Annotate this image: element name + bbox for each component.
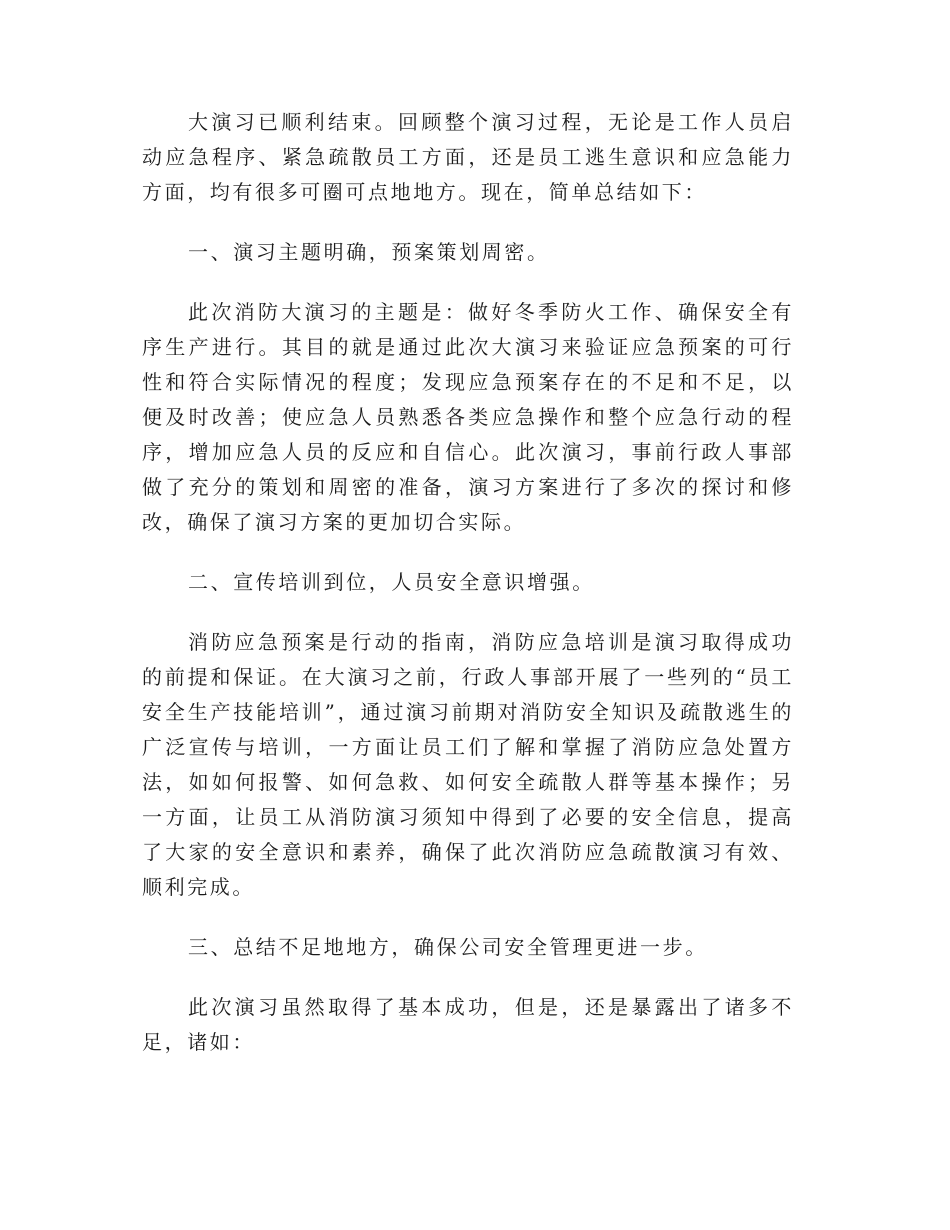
paragraph-intro: 大演习已顺利结束。回顾整个演习过程，无论是工作人员启动应急程序、紧急疏散员工方面，还是员工逃生意识和应急能力方面，均有很多可圈可点地地方。现在，简单总结如下： [142,110,794,204]
section-heading-3: 三、总结不足地地方，确保公司安全管理更进一步。 [188,935,708,959]
section-heading-1: 一、演习主题明确，预案策划周密。 [188,240,550,264]
paragraph-section-3: 此次演习虽然取得了基本成功，但是，还是暴露出了诸多不足，诸如： [142,995,794,1054]
document-page [142,105,794,1060]
paragraph-section-2: 消防应急预案是行动的指南，消防应急培训是演习取得成功的前提和保证。在大演习之前，行政人事部开展了一些列的“员工安全生产技能培训”，通过演习前期对消防安全知识及疏散逃生的广泛宣传与培训，一方面让员工们了解和掌握了消防应急处置方法，如如何报警、如何急救、如何安全疏散人群等基本操作；另一方面，让员工从消防演习须知中得到了必要的安全信息，提高了大家的安全意识和素养，确保了此次消防应急疏散演习有效、顺利完成。 [142,630,794,899]
paragraph-section-1: 此次消防大演习的主题是：做好冬季防火工作、确保安全有序生产进行。其目的就是通过此次大演习来验证应急预案的可行性和符合实际情况的程度；发现应急预案存在的不足和不足，以便及时改善；使应急人员熟悉各类应急操作和整个应急行动的程序，增加应急人员的反应和自信心。此次演习，事前行政人事部做了充分的策划和周密的准备，演习方案进行了多次的探讨和修改，确保了演习方案的更加切合实际。 [142,300,794,534]
section-heading-2: 二、宣传培训到位，人员安全意识增强。 [188,570,595,594]
